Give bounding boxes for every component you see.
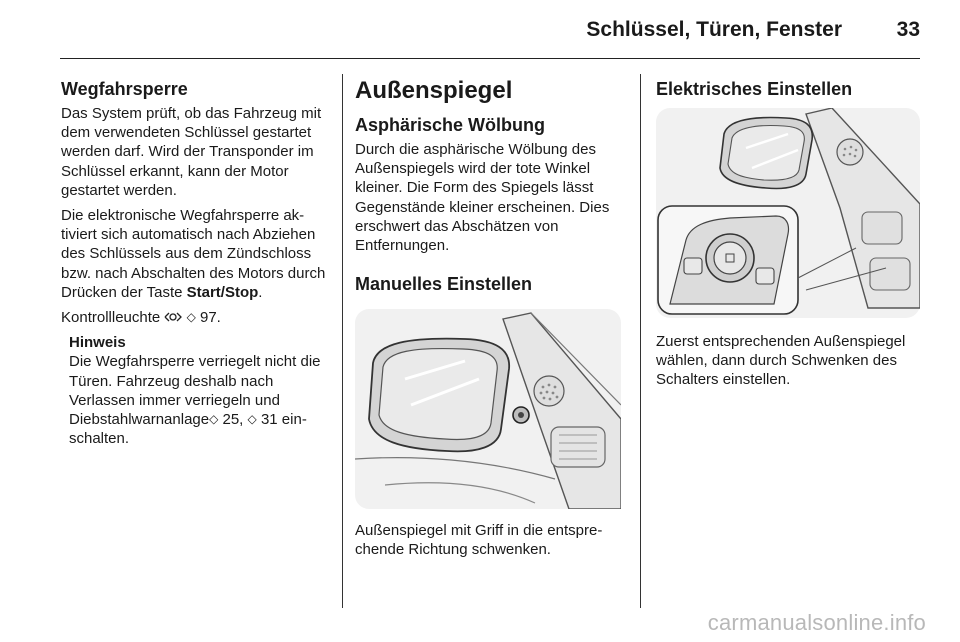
subheading-electric-adjust: Elektrisches Einstellen	[656, 79, 853, 99]
note-text: Hinweis Die Wegfahrsperre verriegelt nicht die Türen. Fahrzeug deshalb nach Verlassen immer verriegeln und Diebstahlwarnanlage◇ 25, ◇ 31 einschalten.	[69, 333, 329, 448]
note-heading: Hinweis	[69, 334, 126, 352]
header-divider	[60, 58, 920, 59]
chapter-heading-exterior-mirrors: Außenspiegel	[355, 77, 513, 104]
column-divider-1	[342, 74, 343, 608]
reference-arrow-icon: ◇	[186, 310, 196, 325]
page-title: Schlüssel, Türen, Fenster	[586, 18, 842, 41]
note-block	[69, 333, 329, 448]
watermark: carmanualsonline.info	[707, 610, 926, 635]
paragraph-aspheric: Durch die asphärische Wölbung des Außenspiegels wird der tote Winkel kleiner. Die Form des Spiegels lässt Gegenstände kleiner erscheinen. Dies erschwert das Abschätzen von Entfernungen.	[355, 141, 610, 255]
reference-arrow-icon: ◇	[247, 412, 257, 427]
key-label-start-stop: Start/Stop	[186, 283, 259, 301]
electric-mirror-illustration	[656, 108, 920, 318]
section-heading-immobilizer: Wegfahrsperre	[61, 79, 188, 99]
page-number: 33	[896, 18, 920, 41]
column-electric-adjust	[656, 78, 924, 396]
paragraph-activation: Die elektronische Wegfahrsperre aktiviert sich automatisch nach Abziehen des Schlüssels aus dem Zündschloss bzw. nach Abschalten des Motors durch Drücken der Taste Start/Stop.	[61, 207, 326, 301]
column-divider-2	[640, 74, 641, 608]
caption-manual-adjust: Außenspiegel mit Griff in die entsprechende Richtung schwenken.	[355, 522, 603, 559]
immobilizer-icon	[164, 311, 182, 323]
reference-arrow-icon: ◇	[209, 412, 219, 427]
page-header	[0, 0, 960, 62]
column-exterior-mirrors	[355, 78, 627, 566]
column-immobilizer	[61, 78, 329, 454]
subheading-aspheric: Asphärische Wölbung	[355, 115, 546, 135]
subheading-manual-adjust: Manuelles Einstellen	[355, 274, 533, 295]
paragraph-warning-light: Kontrollleuchte ◇ 97.	[61, 309, 221, 327]
caption-electric-adjust: Zuerst entsprechenden Außenspiegel wählen, dann durch Schwenken des Schalters einstellen.	[656, 333, 906, 389]
manual-mirror-illustration	[355, 309, 621, 509]
paragraph-system-check: Das System prüft, ob das Fahrzeug mit dem verwendeten Schlüssel gestartet werden darf. Wird der Transponder im Schlüssel erkannt, kann der Motor gestartet werden.	[61, 105, 322, 199]
